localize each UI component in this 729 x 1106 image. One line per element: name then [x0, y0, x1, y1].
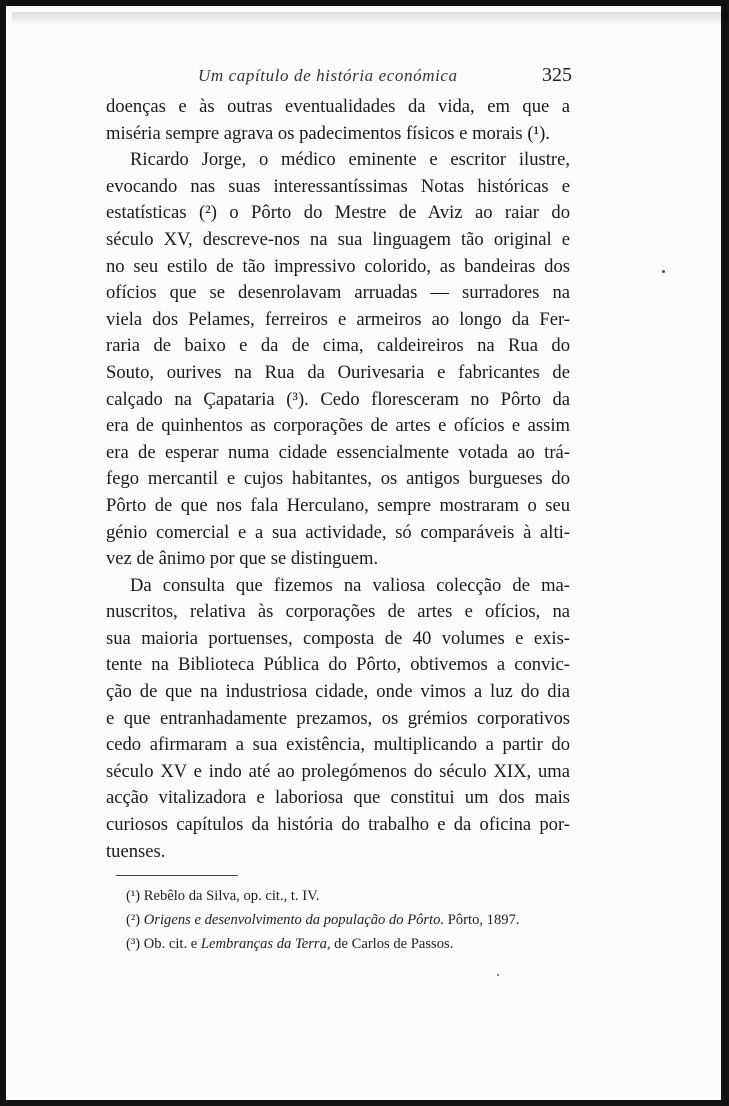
running-head: [106, 60, 570, 94]
page-number: 325: [542, 64, 572, 86]
text-line: acção vitalizadora e laboriosa que constitui um dos mais: [106, 787, 570, 809]
text-line: sua maioria portuenses, composta de 40 volumes e exis-: [106, 627, 570, 649]
text-line: tuenses.: [106, 840, 166, 862]
text-line: vez de ânimo por que se distinguem.: [106, 548, 379, 570]
footnote-mark: (³): [126, 936, 141, 953]
text-line: no seu estilo de tão impressivo colorido, as bandeiras dos: [106, 255, 570, 277]
text-line: século XV e indo até ao prolegómenos do século XIX, uma: [106, 760, 570, 782]
text-line: tente na Biblioteca Pública do Pôrto, obtivemos a convic-: [106, 654, 570, 676]
text-line: doenças e às outras eventualidades da vida, em que a: [106, 96, 570, 117]
footnote-mark: (²): [126, 912, 141, 929]
footnote-3: [126, 932, 570, 956]
footnote-italic-title: Lembranças da Terra,: [200, 936, 331, 953]
text-line: génio comercial e a sua actividade, só comparáveis à alti-: [106, 521, 570, 543]
text-line: ção de que na industriosa cidade, onde vimos a luz do dia: [106, 681, 570, 703]
text-line: estatísticas (²) o Pôrto do Mestre de Aviz ao raiar do: [106, 202, 570, 224]
scan-shadow: [12, 12, 727, 26]
scan-speck: [497, 974, 499, 976]
text-line: ofícios que se desenrolavam arruadas — surradores na: [106, 282, 570, 304]
footnote-tail: de Carlos de Passos.: [330, 936, 454, 953]
text-line: evocando nas suas interessantíssimas Notas históricas e: [106, 175, 570, 197]
running-title: Um capítulo de história económica: [198, 66, 458, 85]
text-line: nuscritos, relativa às corporações de artes e ofícios, na: [106, 601, 570, 623]
footnote-italic-title: Origens e desenvolvimento da população do Pôrto.: [143, 912, 445, 929]
body-text: [106, 94, 570, 865]
footnotes: [106, 884, 570, 956]
text-line: e que entranhadamente prezamos, os grémios corporativos: [106, 707, 570, 729]
text-line: Souto, ourives na Rua da Ourivesaria e fabricantes de: [106, 361, 570, 383]
footnote-text: Ob. cit. e: [143, 936, 201, 953]
text-line: curiosos capítulos da história do trabalho e da oficina por-: [106, 814, 570, 836]
text-line: viela dos Pelames, ferreiros e armeiros ao longo da Fer-: [106, 308, 570, 330]
footnote-2: [126, 908, 570, 932]
footnote-rule: [116, 875, 238, 876]
text-line: raria de baixo e da de cima, caldeireiros na Rua do: [106, 335, 570, 357]
text-line: calçado na Çapataria (³). Cedo floresceram no Pôrto da: [106, 388, 570, 410]
text-line: cedo afirmaram a sua existência, multiplicando a partir do: [106, 734, 570, 756]
footnote-text: Rebêlo da Silva, op. cit., t. IV.: [143, 888, 320, 905]
footnote-1: [126, 884, 570, 908]
footnote-mark: (¹): [126, 888, 141, 905]
text-line: Ricardo Jorge, o médico eminente e escritor ilustre,: [130, 149, 570, 171]
text-line: miséria sempre agrava os padecimentos físicos e morais (¹).: [106, 122, 550, 144]
scan-speck: [662, 270, 665, 273]
text-line: Pôrto de que nos fala Herculano, sempre mostraram o seu: [106, 494, 570, 516]
footnote-text: Pôrto, 1897.: [444, 912, 520, 929]
text-line: Da consulta que fizemos na valiosa colecção de ma-: [130, 574, 570, 596]
book-page: [106, 60, 570, 956]
text-line: fego mercantil e cujos habitantes, os antigos burgueses do: [106, 468, 570, 490]
text-line: era de esperar numa cidade essencialmente votada ao trá-: [106, 441, 570, 463]
text-line: século XV, descreve-nos na sua linguagem tão original e: [106, 228, 570, 250]
text-line: era de quinhentos as corporações de artes e ofícios e assim: [106, 415, 570, 437]
